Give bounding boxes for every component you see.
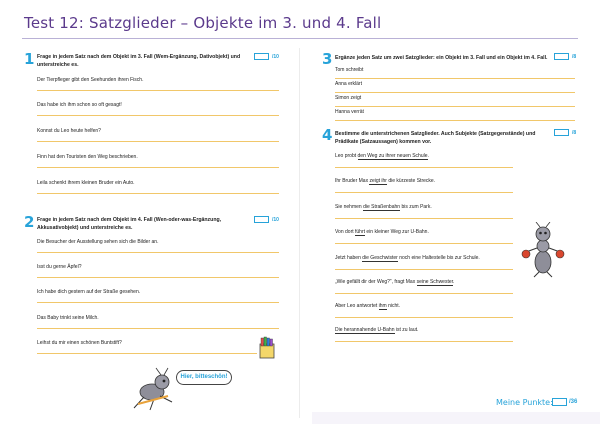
- score-box[interactable]: [254, 216, 269, 223]
- speech-bubble: Hier, bitteschön!: [176, 370, 232, 385]
- answer-line: [37, 90, 279, 91]
- answer-line: [335, 218, 513, 219]
- exercise-3: [322, 50, 580, 128]
- sentence-line[interactable]: [37, 239, 279, 253]
- sentence-text: Von dort führt ein kleiner Weg zur U-Bahn.: [335, 229, 429, 235]
- score-box[interactable]: [254, 53, 269, 60]
- underlined-part: ihm: [378, 303, 387, 309]
- exercise-instruction: Frage in jedem Satz nach dem Objekt im 3. Fall (Wem-Ergänzung, Dativobjekt) und unterstreiche es.: [37, 54, 241, 68]
- exercise-2: [24, 213, 290, 366]
- sentence-text: Ihr Bruder Max zeigt ihr die kürzeste Strecke.: [335, 178, 436, 184]
- sentence-text: Sie nehmen die Straßenbahn bis zum Park.: [335, 204, 432, 210]
- exercise-1: [24, 50, 290, 203]
- sentence-line[interactable]: [335, 95, 575, 107]
- exercise-number: 4: [322, 126, 333, 144]
- underlined-part: zeigt ihr: [369, 178, 387, 184]
- sentence-line[interactable]: [335, 229, 513, 243]
- page-divider: [299, 48, 300, 418]
- underlined-part: Die herannahende U-Bahn: [335, 327, 395, 333]
- score-max: /10: [272, 54, 279, 60]
- answer-line: [335, 92, 575, 93]
- sentence-text: Die herannahende U-Bahn ist zu laut.: [335, 327, 419, 333]
- underlined-part: die Straßenbahn: [363, 204, 401, 210]
- answer-line: [335, 120, 575, 121]
- answer-line: [335, 341, 513, 342]
- exercise-number: 2: [24, 213, 35, 231]
- sentence-line[interactable]: [335, 109, 575, 121]
- sentence-line[interactable]: [37, 154, 279, 168]
- answer-line: [335, 167, 513, 168]
- sentence-line[interactable]: [37, 102, 279, 116]
- sentence-text: Isst du gerne Äpfel?: [37, 264, 82, 270]
- exercise-number: 3: [322, 50, 333, 68]
- sentence-text: Simon zeigt: [335, 95, 362, 101]
- underlined-part: die Geschwister: [362, 255, 398, 261]
- sentence-text: Jetzt haben die Geschwister noch eine Haltestelle bis zur Schule.: [335, 255, 480, 261]
- points-label: Meine Punkte:: [496, 398, 553, 407]
- sentence-text: Konnst du Leo heute helfen?: [37, 128, 101, 134]
- sentence-line[interactable]: [335, 204, 513, 218]
- sentence-line[interactable]: [335, 327, 513, 341]
- score-max: /8: [572, 54, 577, 60]
- sentence-text: Leihst du mir einen schönen Buntstift?: [37, 340, 122, 346]
- exercise-number: 1: [24, 50, 35, 68]
- footer-bar: [312, 412, 600, 424]
- answer-line: [335, 243, 513, 244]
- page-title: Test 12: Satzglieder – Objekte im 3. und 4. Fall: [24, 14, 382, 32]
- points-max: /36: [569, 399, 578, 405]
- sentence-line[interactable]: [37, 128, 279, 142]
- answer-line: [37, 252, 279, 253]
- answer-line: [335, 106, 575, 107]
- sentence-text: Aber Leo antwortet ihm nicht.: [335, 303, 401, 309]
- answer-line: [37, 328, 279, 329]
- ant-mascot-right: [520, 222, 566, 278]
- sentence-text: Hanna verrät: [335, 109, 364, 115]
- sentence-line[interactable]: [335, 255, 513, 269]
- answer-line: [37, 353, 257, 354]
- sentence-line[interactable]: [335, 67, 575, 79]
- score-max: /8: [572, 130, 577, 136]
- answer-line: [335, 269, 513, 270]
- sentence-line[interactable]: [37, 264, 279, 278]
- answer-line: [37, 193, 279, 194]
- title-rule: [22, 38, 578, 39]
- answer-line: [37, 302, 279, 303]
- ant-mascot-left: [128, 366, 184, 412]
- sentence-line[interactable]: [335, 279, 513, 293]
- sentence-text: Anna erklärt: [335, 81, 362, 87]
- sentence-text: Finn hat den Touristen den Weg beschrieben.: [37, 154, 138, 160]
- answer-line: [335, 293, 513, 294]
- answer-line: [37, 167, 279, 168]
- sentence-line[interactable]: [335, 178, 513, 192]
- crayon-box-icon: [258, 336, 276, 360]
- sentence-text: „Wie gefällt dir der Weg?“, fragt Max seine Schwester.: [335, 279, 455, 285]
- score-box[interactable]: [554, 129, 569, 136]
- sentence-line[interactable]: [37, 315, 279, 329]
- underlined-part: seine Schwester: [416, 279, 454, 285]
- sentence-line[interactable]: [37, 289, 279, 303]
- total-points-box[interactable]: [552, 398, 567, 406]
- answer-line: [335, 317, 513, 318]
- sentence-line[interactable]: [335, 303, 513, 317]
- underlined-part: den Weg zu ihrer neuen Schule: [357, 153, 428, 159]
- answer-line: [37, 115, 279, 116]
- sentence-line[interactable]: [335, 153, 513, 167]
- sentence-text: Ich habe dich gestern auf der Straße gesehen.: [37, 289, 141, 295]
- sentence-text: Leo probt den Weg zu ihrer neuen Schule.: [335, 153, 429, 159]
- answer-line: [37, 277, 279, 278]
- answer-line: [335, 78, 575, 79]
- sentence-text: Der Tierpfleger gibt den Seehunden ihren Fisch.: [37, 77, 144, 83]
- exercise-instruction: Ergänze jeden Satz um zwei Satzglieder: ein Objekt im 3. Fall und ein Objekt im 4. Fall.: [335, 55, 548, 61]
- sentence-text: Das Baby trinkt seine Milch.: [37, 315, 99, 321]
- sentence-text: Leila schenkt ihrem kleinen Bruder ein Auto.: [37, 180, 135, 186]
- sentence-line[interactable]: [335, 81, 575, 93]
- score-box[interactable]: [554, 53, 569, 60]
- score-max: /10: [272, 217, 279, 223]
- exercise-instruction: Frage in jedem Satz nach dem Objekt im 4. Fall (Wen-oder-was-Ergänzung, Akkusativobjekt) und unterstreiche es.: [37, 217, 222, 231]
- sentence-line[interactable]: [37, 340, 257, 354]
- exercise-instruction: Bestimme die unterstrichenen Satzglieder. Auch Subjekte (Satzgegenstände) und Prädikate (Satzaussagen) kommen vor.: [335, 131, 536, 145]
- answer-line: [37, 141, 279, 142]
- sentence-text: Die Besucher der Ausstellung sehen sich die Bilder an.: [37, 239, 159, 245]
- sentence-line[interactable]: [37, 180, 279, 194]
- sentence-text: Das habe ich ihm schon so oft gesagt!: [37, 102, 122, 108]
- underlined-part: führt: [355, 229, 366, 235]
- sentence-text: Tom schreibt: [335, 67, 364, 73]
- sentence-line[interactable]: [37, 77, 279, 91]
- answer-line: [335, 192, 513, 193]
